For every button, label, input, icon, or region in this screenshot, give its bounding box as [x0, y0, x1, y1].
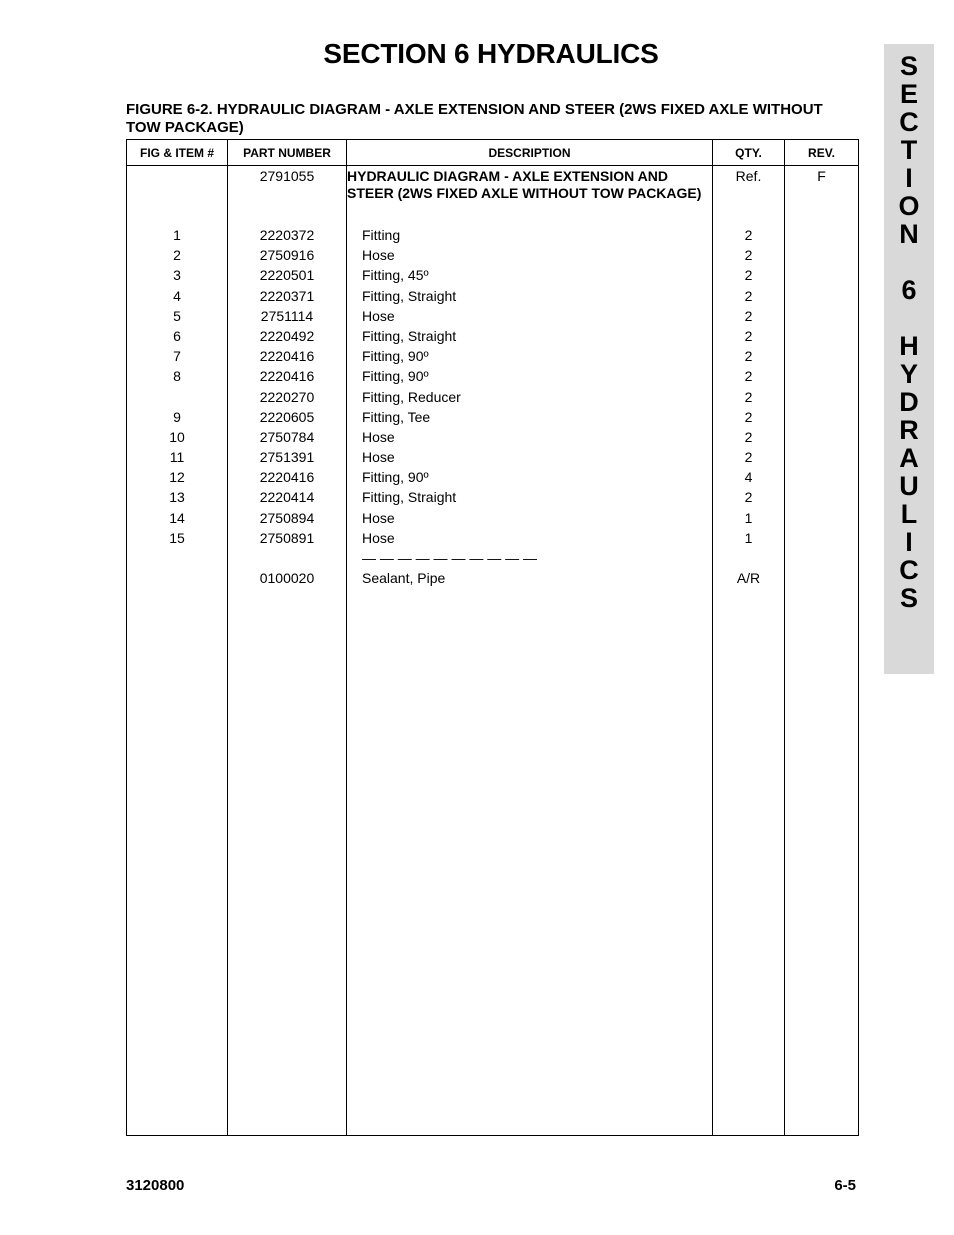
part-number-cell: 2750784 [259, 428, 315, 445]
side-tab-letter: 6 [901, 275, 917, 305]
item-cell: 4 [173, 287, 181, 304]
side-tab-letter: C [899, 555, 919, 585]
item-cell: 5 [173, 307, 181, 324]
description-cell: Sealant, Pipe [362, 570, 446, 587]
description-cell: Fitting, Straight [362, 489, 457, 506]
item-cell: 13 [169, 489, 185, 506]
side-tab-letter: E [899, 79, 918, 109]
assembly-qty: Ref. [735, 168, 762, 184]
doc-number: 3120800 [126, 1177, 185, 1194]
item-cell: 11 [169, 449, 185, 466]
side-tab-letter: O [898, 191, 920, 221]
col-header-part-number: PART NUMBER [228, 140, 347, 166]
qty-cell: 2 [744, 449, 753, 466]
side-tab-letter: S [899, 51, 918, 81]
table-body-row [127, 166, 859, 1136]
qty-cell: 1 [744, 509, 753, 526]
side-tab-letter: H [899, 331, 919, 361]
rev-column [785, 166, 859, 1136]
col-header-rev: REV. [785, 140, 859, 166]
col-header-qty: QTY. [713, 140, 785, 166]
side-tab-letter: L [900, 499, 918, 529]
qty-cell: 2 [744, 388, 753, 405]
side-tab-letter: D [899, 387, 919, 417]
part-number-cell: 2750894 [259, 509, 315, 526]
part-number-cell: 2220372 [259, 227, 315, 243]
qty-cell: 1 [744, 529, 753, 546]
qty-column [713, 166, 785, 1136]
col-header-description: DESCRIPTION [347, 140, 713, 166]
description-column [347, 166, 713, 1136]
parts-table [126, 139, 859, 1136]
part-number-cell: 2220605 [259, 408, 315, 425]
item-cell: 9 [173, 408, 181, 425]
part-number-cell: 2220501 [259, 267, 315, 284]
description-cells [347, 225, 712, 588]
description-cell: Fitting, 90º [362, 368, 429, 385]
side-tab-letter [884, 304, 934, 332]
qty-cell: A/R [736, 570, 761, 587]
side-tab-letter: N [899, 219, 919, 249]
part-number-cell: 2751391 [259, 449, 315, 466]
part-number-cell: 2750891 [259, 529, 315, 546]
assembly-description-line2: STEER (2WS FIXED AXLE WITHOUT TOW PACKAGE) [347, 185, 702, 201]
description-cell: Fitting, 45º [362, 267, 429, 284]
part-number-cell: 2220416 [259, 348, 315, 365]
item-cell: 12 [169, 469, 185, 486]
side-tab-letter: R [899, 415, 919, 445]
side-tab-letter: A [899, 443, 919, 473]
item-cell: 2 [173, 247, 181, 264]
part-number-cell: 2220416 [259, 469, 315, 486]
item-cell: 3 [173, 267, 181, 284]
qty-cell: 2 [744, 287, 753, 304]
part-number-cell: 2750916 [259, 247, 315, 264]
part-number-cell: 2220416 [259, 368, 315, 385]
description-cell: Fitting, 90º [362, 348, 429, 365]
description-cell: Fitting [362, 227, 401, 243]
col-header-fig-item: FIG & ITEM # [127, 140, 228, 166]
item-cell: 7 [173, 348, 181, 365]
side-tab-letter: T [900, 135, 918, 165]
item-cell [127, 387, 227, 407]
side-tab-letter: C [899, 107, 919, 137]
side-tab-letters [884, 52, 934, 612]
description-cell: Fitting, 90º [362, 469, 429, 486]
qty-cell: 2 [744, 327, 753, 344]
qty-cell: 2 [744, 227, 753, 243]
fig-item-column [127, 166, 228, 1136]
item-cell [127, 568, 227, 588]
part-number-column [228, 166, 347, 1136]
assembly-description-line1: HYDRAULIC DIAGRAM - AXLE EXTENSION AND [347, 168, 668, 184]
section-title: SECTION 6 HYDRAULICS [323, 38, 659, 69]
item-cell: 14 [169, 509, 185, 526]
description-cell: Hose [362, 529, 395, 546]
item-cell: 1 [173, 227, 181, 243]
part-number-cell: 2220270 [259, 388, 315, 405]
page-number: 6-5 [834, 1177, 856, 1194]
part-number-cell: 2220371 [259, 287, 315, 304]
part-cells [228, 225, 346, 588]
section-side-tab [884, 44, 934, 674]
assembly-description [347, 168, 712, 202]
description-cell: Fitting, Tee [362, 408, 431, 425]
item-cell: 6 [173, 327, 181, 344]
side-tab-letter: Y [899, 359, 918, 389]
qty-cell: 2 [744, 267, 753, 284]
part-number-cell: 2751114 [260, 307, 314, 324]
item-cell: 15 [169, 529, 185, 546]
description-cell: Fitting, Reducer [362, 388, 461, 405]
side-tab-letter: I [905, 527, 913, 557]
description-cell: Hose [362, 509, 395, 526]
side-tab-letter [884, 248, 934, 276]
description-cell: Fitting, Straight [362, 327, 457, 344]
qty-cell: 2 [744, 368, 753, 385]
side-tab-letter: S [899, 583, 918, 613]
qty-cells [713, 225, 784, 588]
assembly-part-number: 2791055 [259, 168, 315, 184]
description-cell: Hose [362, 247, 395, 264]
figure-title: FIGURE 6-2. HYDRAULIC DIAGRAM - AXLE EXTENSION AND STEER (2WS FIXED AXLE WITHOUT TOW PACKAGE) [126, 101, 823, 136]
item-cell: 10 [169, 428, 185, 445]
description-cell: — — — — — — — — — — [362, 550, 538, 566]
table-header-row [127, 140, 859, 166]
part-number-cell [228, 548, 346, 568]
item-cells [127, 225, 227, 588]
description-cell: Fitting, Straight [362, 287, 457, 304]
qty-cell: 2 [744, 408, 753, 425]
qty-cell: 2 [744, 489, 753, 506]
part-number-cell: 2220414 [259, 489, 315, 506]
part-number-cell: 2220492 [259, 327, 315, 344]
assembly-rev: F [817, 168, 826, 184]
qty-cell: 2 [744, 428, 753, 445]
qty-cell [713, 548, 784, 568]
qty-cell: 2 [744, 307, 753, 324]
qty-cell: 2 [744, 247, 753, 264]
description-cell: Hose [362, 307, 395, 324]
part-number-cell: 0100020 [259, 570, 315, 587]
qty-cell: 2 [744, 348, 753, 365]
side-tab-letter: I [905, 163, 913, 193]
side-tab-letter: U [899, 471, 919, 501]
description-cell: Hose [362, 449, 395, 466]
qty-cell: 4 [744, 469, 753, 486]
item-cell [127, 548, 227, 568]
item-cell: 8 [173, 368, 181, 385]
description-cell: Hose [362, 428, 395, 445]
